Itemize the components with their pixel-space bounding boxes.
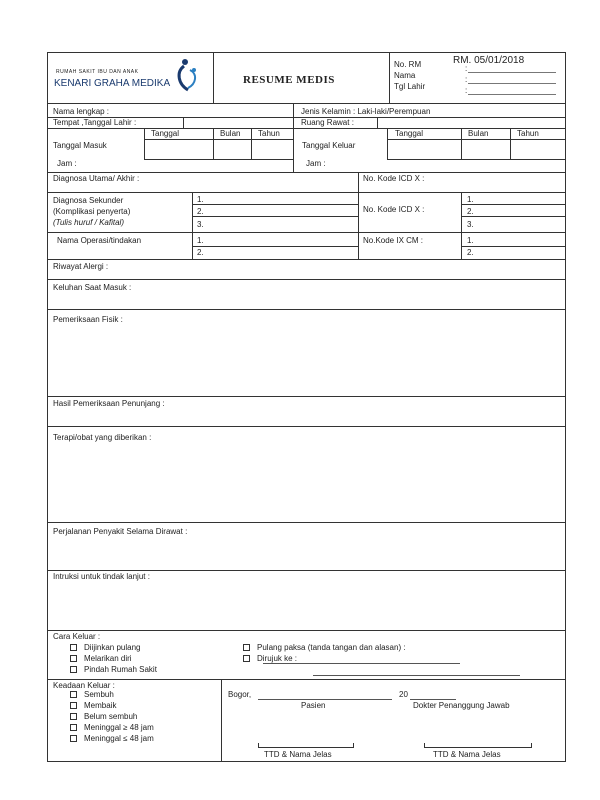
checkbox-icon[interactable]	[70, 713, 77, 720]
pemeriksaan-penunjang-field[interactable]: Hasil Pemeriksaan Penunjang :	[53, 399, 165, 408]
logo-mother-child-icon	[170, 56, 204, 98]
tgl-lahir-colon: :	[465, 86, 468, 95]
keadaan-option[interactable]: Meninggal ≤ 48 jam	[70, 734, 154, 744]
no-rm-colon: :	[465, 64, 468, 73]
checkbox-icon[interactable]	[70, 724, 77, 731]
tempat-tanggal-lahir-field[interactable]: Tempat ,Tanggal Lahir :	[53, 118, 137, 127]
sekunder-2-field[interactable]: 2.	[197, 207, 204, 216]
dokter-signature-line[interactable]	[424, 743, 532, 748]
nama-lengkap-field[interactable]: Nama lengkap :	[53, 107, 110, 116]
sekunder-3-field[interactable]: 3.	[197, 220, 204, 229]
ix-cm-2-field[interactable]: 2.	[467, 248, 474, 257]
nama-label: Nama	[394, 71, 416, 80]
icd-sekunder-1-field[interactable]: 1.	[467, 195, 474, 204]
icd-sekunder-3-field[interactable]: 3.	[467, 220, 474, 229]
nama-operasi-label: Nama Operasi/tindakan	[57, 236, 142, 245]
keadaan-option[interactable]: Meninggal ≥ 48 jam	[70, 723, 154, 733]
keadaan-keluar-label: Keadaan Keluar :	[53, 681, 115, 690]
pulang-paksa-option[interactable]: Pulang paksa (tanda tangan dan alasan) :	[243, 643, 406, 653]
instruksi-tindak-lanjut-field[interactable]: Intruksi untuk tindak lanjut :	[53, 572, 150, 581]
cara-keluar-option[interactable]: Pindah Rumah Sakit	[70, 665, 157, 675]
keluar-bulan-header: Bulan	[468, 129, 489, 138]
masuk-bulan-header: Bulan	[220, 129, 241, 138]
ix-cm-1-field[interactable]: 1.	[467, 236, 474, 245]
checkbox-icon[interactable]	[70, 655, 77, 662]
keluhan-masuk-field[interactable]: Keluhan Saat Masuk :	[53, 283, 132, 292]
pasien-signature-line[interactable]	[258, 743, 354, 748]
pasien-ttd-label: TTD & Nama Jelas	[264, 750, 332, 759]
pemeriksaan-fisik-field[interactable]: Pemeriksaan Fisik :	[53, 315, 123, 324]
diagnosa-sekunder-label: Diagnosa Sekunder	[53, 196, 124, 205]
checkbox-icon[interactable]	[243, 655, 250, 662]
pasien-label: Pasien	[301, 701, 326, 710]
jenis-kelamin-field[interactable]: Jenis Kelamin : Laki-laki/Perempuan	[301, 107, 431, 116]
riwayat-alergi-field[interactable]: Riwayat Alergi :	[53, 262, 109, 271]
page-title: RESUME MEDIS	[243, 74, 335, 86]
cara-keluar-label: Cara Keluar :	[53, 632, 101, 641]
kode-icd-x-sekunder-field[interactable]: No. Kode ICD X :	[363, 205, 425, 214]
checkbox-icon[interactable]	[70, 702, 77, 709]
form-code: RM. 05/01/2018	[453, 55, 525, 66]
sekunder-1-field[interactable]: 1.	[197, 195, 204, 204]
keadaan-option[interactable]: Sembuh	[70, 690, 114, 700]
tgl-lahir-label: Tgl Lahir	[394, 82, 426, 91]
checkbox-icon[interactable]	[70, 644, 77, 651]
diagnosa-utama-field[interactable]: Diagnosa Utama/ Akhir :	[53, 174, 140, 183]
dokter-ttd-label: TTD & Nama Jelas	[433, 750, 501, 759]
checkbox-icon[interactable]	[70, 666, 77, 673]
operasi-2-field[interactable]: 2.	[197, 248, 204, 257]
checkbox-icon[interactable]	[70, 735, 77, 742]
komplikasi-label: (Komplikasi penyerta)	[53, 207, 131, 216]
dokter-label: Dokter Penanggung Jawab	[413, 701, 510, 710]
year-label: 20	[399, 690, 408, 699]
keluar-jam-field[interactable]: Jam :	[306, 159, 326, 168]
cara-keluar-option[interactable]: Melarikan diri	[70, 654, 132, 664]
kode-ix-cm-field[interactable]: No.Kode IX CM :	[363, 236, 424, 245]
keadaan-option[interactable]: Belum sembuh	[70, 712, 137, 722]
bogor-date-label: Bogor,	[228, 690, 252, 699]
perjalanan-penyakit-field[interactable]: Perjalanan Penyakit Selama Dirawat :	[53, 527, 188, 536]
operasi-1-field[interactable]: 1.	[197, 236, 204, 245]
kode-icd-x-utama-field[interactable]: No. Kode ICD X :	[363, 174, 425, 183]
logo-name: KENARI GRAHA MEDIKA	[54, 78, 171, 89]
tulis-huruf-note: (Tulis huruf / Kafital)	[53, 218, 124, 227]
keluar-tahun-header: Tahun	[517, 129, 539, 138]
tanggal-masuk-label: Tanggal Masuk	[53, 141, 107, 150]
logo-tagline: RUMAH SAKIT IBU DAN ANAK	[56, 69, 139, 75]
checkbox-icon[interactable]	[70, 691, 77, 698]
cara-keluar-option[interactable]: Diijinkan pulang	[70, 643, 140, 653]
ruang-rawat-field[interactable]: Ruang Rawat :	[301, 118, 354, 127]
tanggal-keluar-label: Tanggal Keluar	[302, 141, 356, 150]
masuk-tahun-header: Tahun	[258, 129, 280, 138]
terapi-obat-field[interactable]: Terapi/obat yang diberikan :	[53, 433, 152, 442]
checkbox-icon[interactable]	[243, 644, 250, 651]
dirujuk-option[interactable]: Dirujuk ke :	[243, 654, 297, 664]
no-rm-label: No. RM	[394, 60, 422, 69]
keadaan-option[interactable]: Membaik	[70, 701, 116, 711]
nama-colon: :	[465, 75, 468, 84]
keluar-tanggal-header: Tanggal	[395, 129, 424, 138]
masuk-jam-field[interactable]: Jam :	[57, 159, 77, 168]
icd-sekunder-2-field[interactable]: 2.	[467, 207, 474, 216]
masuk-tanggal-header: Tanggal	[151, 129, 180, 138]
